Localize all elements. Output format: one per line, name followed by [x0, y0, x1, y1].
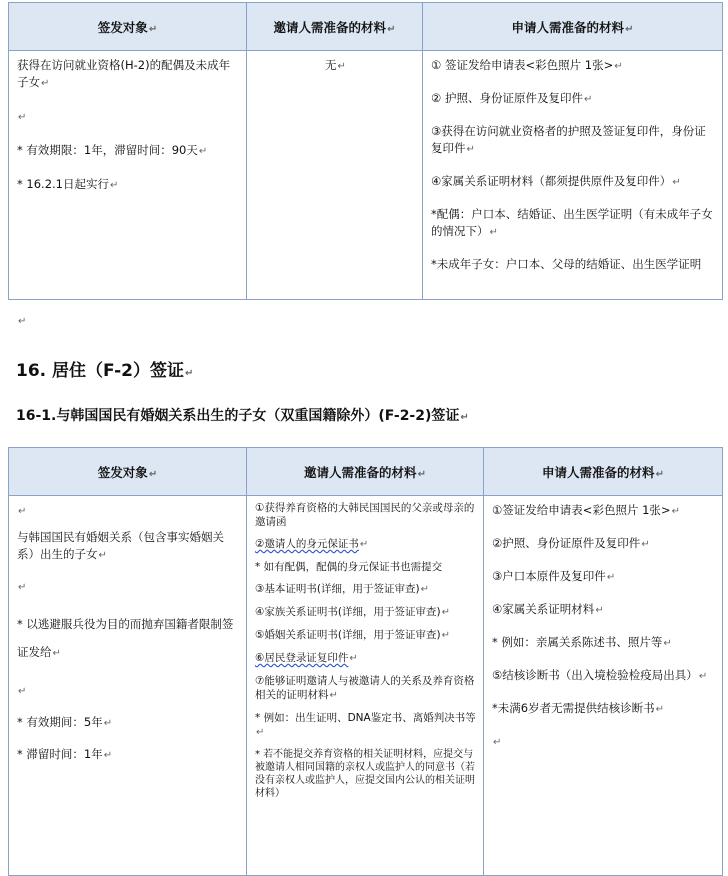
header-inviter-materials: 邀请人需准备的材料↵	[247, 3, 423, 51]
list-item: ⑤结核诊断书（出入境检验检疫局出具）↵	[492, 668, 708, 682]
list-item: ①签证发给申请表<彩色照片 1张>↵	[492, 503, 680, 517]
list-item: ②邀请人的身元保证书↵	[255, 538, 369, 550]
applicant-materials-cell	[423, 51, 723, 300]
issue-target-cell	[9, 51, 247, 300]
list-item: ③户口本原件及复印件↵	[492, 569, 616, 583]
table-row	[9, 496, 723, 876]
list-item: ② 护照、身份证原件及复印件↵	[431, 91, 593, 105]
header-applicant-materials: 申请人需准备的材料↵	[484, 448, 723, 496]
visa-table-f22	[8, 447, 723, 876]
list-item: ④家族关系证明书(详细，用于签证审查)↵	[255, 606, 450, 618]
section-title: 16. 居住（F-2）签证↵	[16, 361, 194, 381]
applicant-materials-cell	[484, 496, 723, 876]
list-item: ⑦能够证明邀请人与被邀请人的关系及养育资格相关的证明材料↵	[255, 675, 475, 701]
table-header-row	[9, 448, 723, 496]
list-item: *未成年子女：户口本、父母的结婚证、出生医学证明	[431, 257, 702, 271]
military-restriction-note: * 以逃避服兵役为目的而抛弃国籍者限制签证发给↵	[17, 617, 234, 659]
header-issue-target: 签发对象↵	[9, 448, 247, 496]
list-item: * 若不能提交养育资格的相关证明材料，应提交与被邀请人相同国籍的亲权人或监护人的同意书（若没有亲权人或监护人，应提交国内公认的相关证明材料）	[255, 749, 475, 799]
issue-target-cell	[9, 496, 247, 876]
table-header-row	[9, 3, 723, 51]
blank-line: ↵	[493, 737, 502, 748]
blank-line: ↵	[18, 506, 27, 517]
paragraph-mark: ↵	[18, 316, 27, 327]
list-item: ③获得在访问就业资格者的护照及签证复印件，身份证复印件↵	[431, 124, 706, 155]
list-item: ②护照、身份证原件及复印件↵	[492, 536, 650, 550]
validity-note: * 有效期间：5年↵	[17, 715, 113, 729]
header-issue-target: 签发对象↵	[9, 3, 247, 51]
effective-date-note: * 16.2.1日起实行↵	[17, 177, 119, 191]
table-row	[9, 51, 723, 300]
section-subtitle: 16-1.与韩国国民有婚姻关系出生的子女（双重国籍除外）(F-2-2)签证↵	[16, 408, 469, 424]
list-item: *未满6岁者无需提供结核诊断书↵	[492, 701, 664, 715]
list-item: * 例如：亲属关系陈述书、照片等↵	[492, 635, 672, 649]
blank-line: ↵	[18, 582, 27, 593]
list-item: ①获得养育资格的大韩民国国民的父亲或母亲的邀请函	[255, 502, 475, 528]
visa-table-h2-family	[8, 2, 723, 300]
header-inviter-materials: 邀请人需准备的材料↵	[247, 448, 484, 496]
list-item: *配偶：户口本、结婚证、出生医学证明（有未成年子女的情况下）↵	[431, 207, 713, 238]
list-item: ⑤婚姻关系证明书(详细，用于签证审查)↵	[255, 629, 450, 641]
header-applicant-materials: 申请人需准备的材料↵	[423, 3, 723, 51]
target-description: 获得在访问就业资格(H-2)的配偶及未成年子女↵	[17, 58, 231, 89]
validity-note: * 有效期限：1年，滞留时间：90天↵	[17, 143, 208, 157]
list-item: ① 签证发给申请表<彩色照片 1张>↵	[431, 58, 623, 72]
list-item: ④家属关系证明材料（都须提供原件及复印件）↵	[431, 174, 681, 188]
inviter-none: 无↵	[325, 58, 346, 72]
inviter-materials-cell	[247, 496, 484, 876]
target-description: 与韩国国民有婚姻关系（包含事实婚姻关系）出生的子女↵	[17, 530, 224, 561]
list-item: * 如有配偶，配偶的身元保证书也需提交	[255, 561, 443, 573]
list-item: ③基本证明书(详细，用于签证审查)↵	[255, 583, 429, 595]
blank-line: ↵	[18, 112, 27, 123]
list-item: * 例如：出生证明、DNA鉴定书、离婚判决书等↵	[255, 712, 476, 738]
list-item: ④家属关系证明材料↵	[492, 602, 604, 616]
list-item: ⑥居民登录证复印件↵	[255, 652, 358, 664]
stay-duration-note: * 滞留时间：1年↵	[17, 747, 113, 761]
blank-line: ↵	[18, 686, 27, 697]
inviter-materials-cell	[247, 51, 423, 300]
